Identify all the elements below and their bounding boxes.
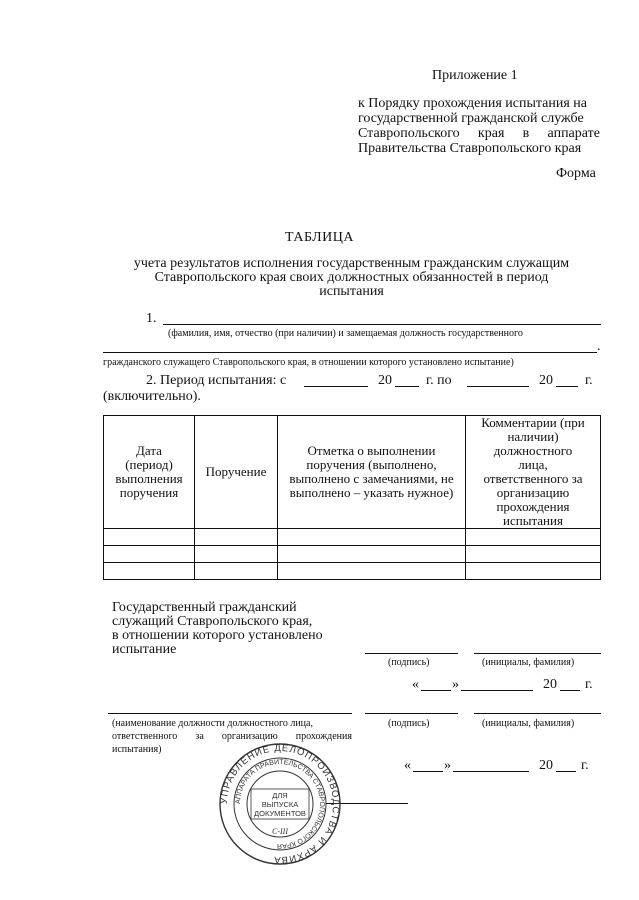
- official-position-caption-3: испытания): [112, 744, 162, 755]
- official-position-line[interactable]: [108, 713, 352, 714]
- field-1-hint: (фамилия, имя, отчество (при наличии) и замещаемая должность государственного: [168, 328, 523, 339]
- table-cell[interactable]: [104, 546, 195, 563]
- form-label: Форма: [556, 166, 596, 181]
- appendix-line-3: [358, 126, 600, 141]
- employee-initials-caption: (инициалы, фамилия): [482, 657, 575, 668]
- subtitle-line-3: испытания: [319, 284, 384, 299]
- table-cell[interactable]: [278, 546, 466, 563]
- appendix-line-4: Правительства Ставропольского края: [358, 141, 582, 156]
- date-2-year-suffix: г.: [581, 758, 589, 773]
- field-1-line-2: [103, 352, 597, 353]
- employee-label-1: Государственный гражданский: [112, 600, 297, 615]
- header-date: Дата (период) выполнения поручения: [104, 416, 195, 529]
- employee-label-4: испытание: [112, 642, 177, 657]
- period-year-prefix-1: 20: [378, 373, 392, 388]
- date-1-month[interactable]: [461, 690, 533, 691]
- table-row: [104, 563, 601, 580]
- employee-signature-line[interactable]: [365, 653, 458, 654]
- table-cell[interactable]: [278, 529, 466, 546]
- appendix-word-1: Ставропольского: [358, 126, 460, 141]
- official-initials-line[interactable]: [474, 713, 601, 714]
- table-cell[interactable]: [104, 529, 195, 546]
- caption-word: ответственного: [112, 731, 178, 742]
- table-cell[interactable]: [195, 546, 278, 563]
- appendix-word-2: края: [477, 126, 505, 141]
- table-header-row: [104, 416, 601, 529]
- official-position-caption-1: (наименование должности должностного лица,: [112, 718, 313, 729]
- table-cell[interactable]: [104, 563, 195, 580]
- field-1-end-mark: .: [597, 339, 601, 354]
- date-2-day[interactable]: [413, 771, 443, 772]
- date-2-year[interactable]: [556, 771, 576, 772]
- table-cell[interactable]: [466, 546, 601, 563]
- stamp-box-line-3: ДОКУМЕНТОВ: [254, 809, 306, 818]
- field-1-hint-2: гражданского служащего Ставропольского края, в отношении которого установлено испытание): [103, 357, 514, 368]
- period-from-year[interactable]: [395, 386, 419, 387]
- period-to-label: г. по: [426, 373, 452, 388]
- caption-word: организацию: [221, 731, 278, 742]
- field-1-number: 1.: [146, 311, 157, 326]
- employee-label-3: в отношении которого установлено: [112, 628, 323, 643]
- appendix-title: Приложение 1: [432, 68, 518, 83]
- subtitle-line-2: Ставропольского края своих должностных обязанностей в период: [154, 270, 549, 285]
- date-2-year-prefix: 20: [539, 758, 553, 773]
- period-from-day[interactable]: [304, 386, 368, 387]
- table-cell[interactable]: [466, 529, 601, 546]
- date-1-year[interactable]: [560, 690, 580, 691]
- stamp-outer-text: УПРАВЛЕНИЕ ДЕЛОПРОИЗВОДСТВА И АРХИВА: [218, 742, 342, 866]
- official-signature-caption: (подпись): [388, 718, 430, 729]
- date-1-day[interactable]: [421, 690, 451, 691]
- date-2-close-quote: »: [444, 758, 451, 773]
- date-1-year-suffix: г.: [585, 677, 593, 692]
- appendix-line-1: к Порядку прохождения испытания на: [358, 96, 588, 111]
- stamp-inner-text: АППАРАТА ПРАВИТЕЛЬСТВА СТАВРОПОЛЬСКОГО КРАЯ: [234, 758, 326, 850]
- table-row: [104, 546, 601, 563]
- caption-word: прохождения: [295, 731, 352, 742]
- period-year-prefix-2: 20: [539, 373, 553, 388]
- official-signature-line[interactable]: [365, 713, 458, 714]
- table-cell[interactable]: [278, 563, 466, 580]
- official-initials-caption: (инициалы, фамилия): [482, 718, 575, 729]
- date-2-open-quote: «: [404, 758, 411, 773]
- employee-signature-caption: (подпись): [388, 657, 430, 668]
- appendix-line-2: государственной гражданской службе: [358, 111, 584, 126]
- table-row: [104, 529, 601, 546]
- stamp-box-line-2: ВЫПУСКА: [261, 800, 299, 809]
- date-1-open-quote: «: [412, 677, 419, 692]
- employee-label-2: служащий Ставропольского края,: [112, 614, 313, 629]
- date-1-year-prefix: 20: [543, 677, 557, 692]
- period-to-year[interactable]: [556, 386, 578, 387]
- table-cell[interactable]: [195, 529, 278, 546]
- header-comments: Комментарии (при наличии) должностного лица, ответственного за организацию прохождения испытания: [466, 416, 601, 529]
- header-completion-mark: Отметка о выполнении поручения (выполнено, выполнено с замечаниями, не выполнено – указать нужное): [278, 416, 466, 529]
- period-year-suffix: г.: [585, 373, 593, 388]
- stamp-code: С-III: [272, 827, 288, 836]
- results-table: [103, 415, 601, 580]
- document-title: ТАБЛИЦА: [285, 230, 354, 245]
- period-to-day[interactable]: [467, 386, 529, 387]
- period-inclusive: (включительно).: [103, 389, 201, 404]
- date-2-month[interactable]: [453, 771, 529, 772]
- appendix-word-4: аппарате: [547, 126, 600, 141]
- field-1-line: [163, 324, 601, 325]
- stamp-icon: [218, 742, 342, 866]
- period-label: 2. Период испытания: с: [146, 373, 287, 388]
- table-cell[interactable]: [466, 563, 601, 580]
- subtitle-line-1: учета результатов исполнения государственным гражданским служащим: [133, 256, 570, 271]
- header-assignment: Поручение: [195, 416, 278, 529]
- table-cell[interactable]: [195, 563, 278, 580]
- employee-initials-line[interactable]: [474, 653, 601, 654]
- official-stamp: [218, 742, 342, 866]
- caption-word: за: [195, 731, 204, 742]
- date-1-close-quote: »: [452, 677, 459, 692]
- appendix-word-3: в: [522, 126, 530, 141]
- stamp-box-line-1: ДЛЯ: [272, 791, 288, 800]
